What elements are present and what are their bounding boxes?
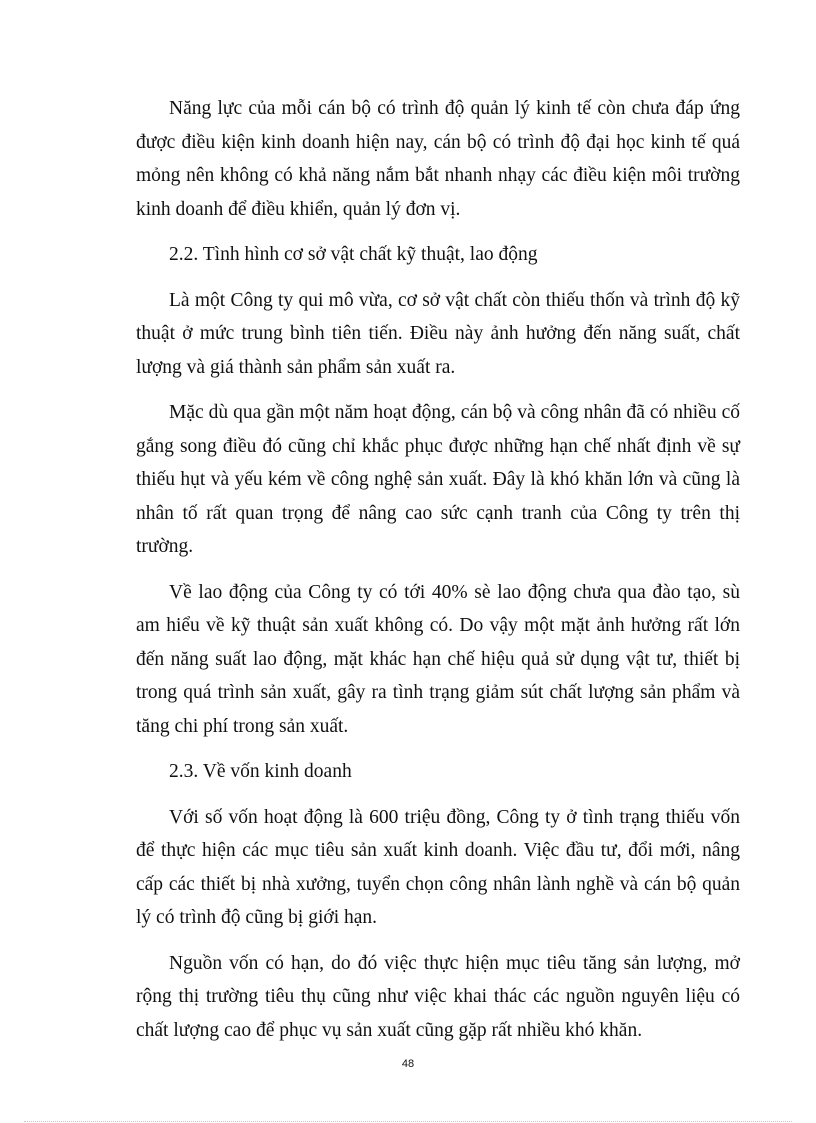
paragraph-limited-capital: Nguồn vốn có hạn, do đó việc thực hiện mục tiêu tăng sản lượng, mở rộng thị trường tiêu thụ cũng như việc khai thác các nguồn nguyên liệu có chất lượng cao để phục vụ sản xuất cũng gặp rất nhiều khó khăn. bbox=[136, 952, 740, 1041]
paragraph-management-capacity: Năng lực của mỗi cán bộ có trình độ quản lý kinh tế còn chưa đáp ứng được điều kiện kinh doanh hiện nay, cán bộ có trình độ đại học kinh tế quá mỏng nên không có khả năng nắm bắt nhanh nhạy các điều kiện môi trường kinh doanh để điều khiển, quản lý đơn vị. bbox=[136, 98, 740, 220]
page-number: 48 bbox=[401, 1058, 415, 1070]
paragraph-capital: Với số vốn hoạt động là 600 triệu đồng, Công ty ở tình trạng thiếu vốn để thực hiện các mục tiêu sản xuất kinh doanh. Việc đầu tư, đổi mới, nâng cấp các thiết bị nhà xưởng, tuyển chọn công nhân lành nghề và cán bộ quản lý có trình độ cũng bị giới hạn. bbox=[136, 806, 740, 928]
paragraph-facilities: Là một Công ty qui mô vừa, cơ sở vật chất còn thiếu thốn và trình độ kỹ thuật ở mức trung bình tiên tiến. Điều này ảnh hưởng đến năng suất, chất lượng và giá thành sản phẩm sản xuất ra. bbox=[136, 289, 740, 378]
page-bottom-divider bbox=[24, 1121, 792, 1122]
paragraph-efforts: Mặc dù qua gần một năm hoạt động, cán bộ và công nhân đã có nhiều cố gắng song điều đó cũng chỉ khắc phục được những hạn chế nhất định về sự thiếu hụt và yếu kém về công nghệ sản xuất. Đây là khó khăn lớn và cũng là nhân tố rất quan trọng để nâng cao sức cạnh tranh của Công ty trên thị trường. bbox=[136, 402, 740, 557]
section-heading-2-3: 2.3. Về vốn kinh doanh bbox=[169, 761, 352, 782]
paragraph-labor: Về lao động của Công ty có tới 40% sè lao động chưa qua đào tạo, sù am hiểu về kỹ thuật sản xuất không có. Do vậy một mặt ảnh hưởng rất lớn đến năng suất lao động, mặt khác hạn chế hiệu quả sử dụng vật tư, thiết bị trong quá trình sản xuất, gây ra tình trạng giảm sút chất lượng sản phẩm và tăng chi phí trong sản xuất. bbox=[136, 581, 740, 737]
document-body bbox=[136, 92, 740, 1059]
section-heading-2-2: 2.2. Tình hình cơ sở vật chất kỹ thuật, lao động bbox=[169, 244, 538, 265]
